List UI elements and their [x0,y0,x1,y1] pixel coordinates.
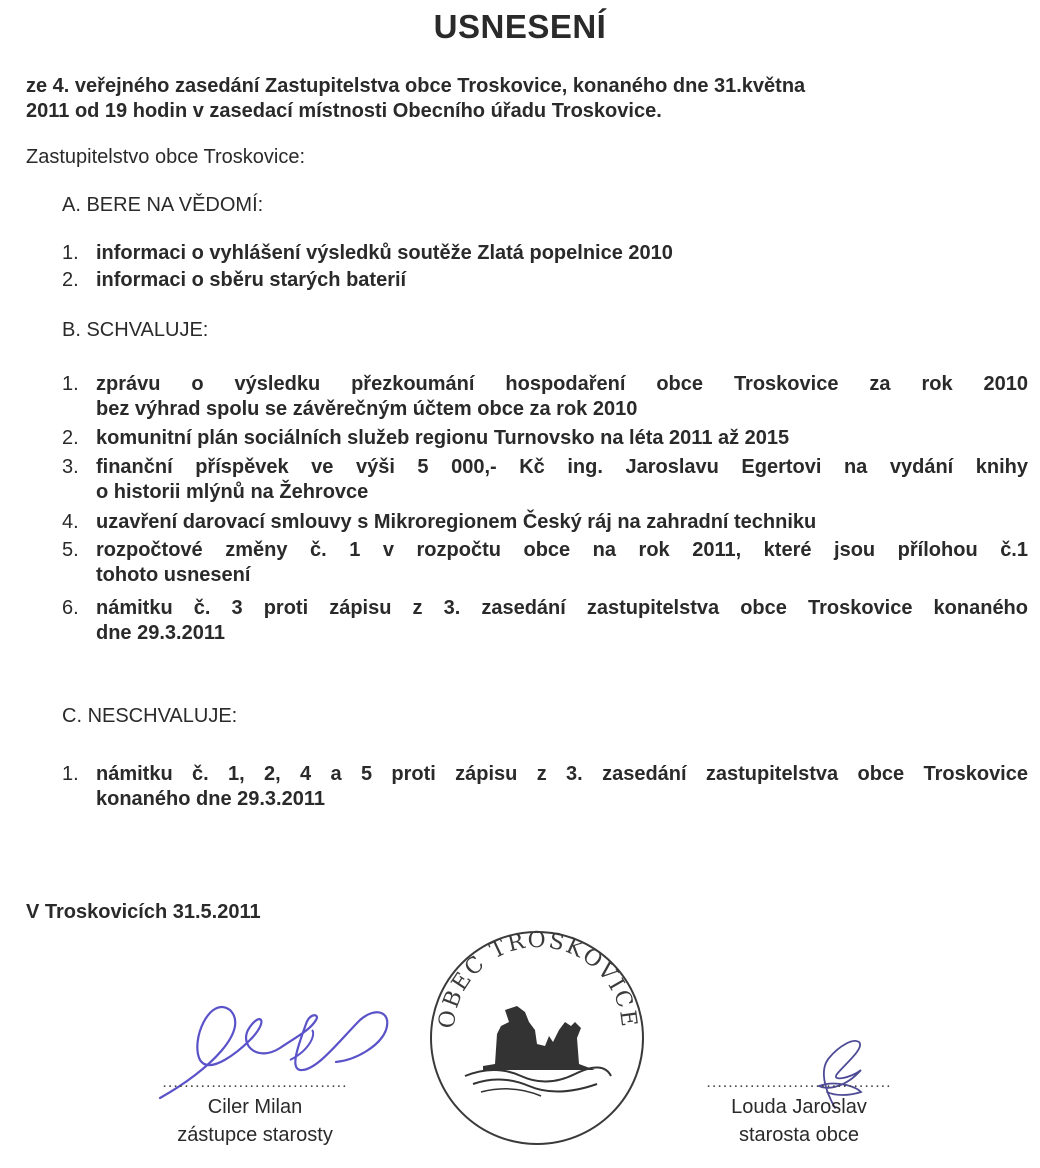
section-title: SCHVALUJE: [86,319,209,341]
item-text: o historii mlýnů na Žehrovce [96,481,369,503]
item-text: tohoto usnesení [96,564,251,586]
item-number: 6. [62,597,79,619]
signature-milan [140,990,410,1110]
item-number: 1. [62,242,79,264]
section-b-heading [62,318,208,343]
document-title: USNESENÍ [433,8,607,45]
item-text: zprávu o výsledku přezkoumání hospodaření obce Troskovice za rok 2010 [96,373,1028,395]
item-number: 1. [62,373,79,395]
item-text: rozpočtové změny č. 1 v rozpočtu obce na rok 2011, které jsou přílohou č.1 [96,539,1028,561]
item-text: námitku č. 1, 2, 4 a 5 proti zápisu z 3. zasedání zastupitelstva obce Troskovice [96,763,1028,785]
intro-paragraph [26,74,1016,124]
item-text: informaci o vyhlášení výsledků soutěže Zlatá popelnice 2010 [96,242,673,264]
stamp-lettering: OBEC TROSKOVICE [434,928,642,1031]
section-title: BERE NA VĚDOMÍ: [86,194,264,216]
intro-line-1: ze 4. veřejného zasedání Zastupitelstva obce Troskovice, konaného dne 31.května [26,75,806,97]
castle-ruins-emblem [465,1006,611,1096]
council-label: Zastupitelstvo obce Troskovice: [26,146,306,168]
item-text: finanční příspěvek ve výši 5 000,- Kč ing. Jaroslavu Egertovi na vydání knihy [96,456,1028,478]
item-number: 3. [62,456,79,478]
item-text: informaci o sběru starých baterií [96,269,407,291]
signature-line-right: .................................. [706,1074,892,1091]
place-date: V Troskovicích 31.5.2011 [26,901,261,923]
intro-line-2: 2011 od 19 hodin v zasedací místnosti Obecního úřadu Troskovice. [26,100,662,122]
item-number: 4. [62,511,79,533]
item-number: 5. [62,539,79,561]
section-title: NESCHVALUJE: [87,705,238,727]
signatory-name-right: Louda Jaroslav [731,1096,867,1118]
item-number: 2. [62,427,79,449]
item-number: 1. [62,763,79,785]
item-text: konaného dne 29.3.2011 [96,788,325,810]
item-text: uzavření darovací smlouvy s Mikroregionem Český ráj na zahradní techniku [96,511,817,533]
item-text: námitku č. 3 proti zápisu z 3. zasedání zastupitelstva obce Troskovice konaného [96,597,1028,619]
signatory-role-left: zástupce starosty [177,1124,333,1146]
item-text: komunitní plán sociálních služeb regionu Turnovsko na léta 2011 až 2015 [96,427,790,449]
item-number: 2. [62,269,79,291]
item-text: dne 29.3.2011 [96,622,225,644]
section-letter: C. [62,705,82,727]
signatory-name-left: Ciler Milan [207,1096,303,1118]
section-c-heading [62,704,237,729]
signature-line-left: .................................. [162,1074,348,1091]
item-text: bez výhrad spolu se závěrečným účtem obce za rok 2010 [96,398,638,420]
signatory-role-right: starosta obce [738,1124,860,1146]
stamp-seal [425,926,650,1151]
section-a-heading [62,193,263,218]
section-letter: B. [62,319,81,341]
section-letter: A. [62,194,81,216]
